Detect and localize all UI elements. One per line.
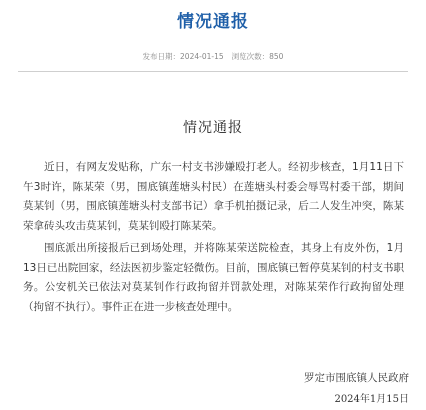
body-paragraph-2: 围底派出所接报后已到场处理，并将陈某荣送院检查，其身上有皮外伤，1月13日已出院回家，经法医初步鉴定轻微伤。目前，围底镇已暂停莫某钊的村支书职务。公安机关已依法对莫某钊作行政拘留并罚款处理，对陈某荣作行政拘留处理（拘留不执行）。事件正在进一步核查处理中。	[23, 242, 404, 313]
published-date: 2024-01-15	[180, 52, 224, 61]
body-paragraph-1: 近日，有网友发贴称，广东一村支书涉嫌殴打老人。经初步核查，1月11日下午3时许，陈某荣（男，围底镇莲塘头村民）在莲塘头村委会辱骂村委干部，期间莫某钊（男，围底镇莲塘头村支部书记）拿手机拍摄记录，后二人发生冲突，陈某荣拿砖头攻击莫某钊，莫某钊殴打陈某荣。	[23, 161, 404, 232]
views-label: 浏览次数：	[231, 52, 270, 61]
header-divider	[18, 71, 408, 72]
signature-date: 2024年1月15日	[334, 394, 409, 405]
document-body	[23, 158, 404, 320]
signature-organization: 罗定市围底镇人民政府	[304, 372, 409, 384]
article-meta	[0, 51, 426, 63]
page-header-title: 情况通报	[177, 12, 249, 32]
document-title: 情况通报	[183, 120, 243, 136]
views-count: 850	[269, 52, 284, 61]
published-label: 发布日期：	[142, 52, 181, 61]
